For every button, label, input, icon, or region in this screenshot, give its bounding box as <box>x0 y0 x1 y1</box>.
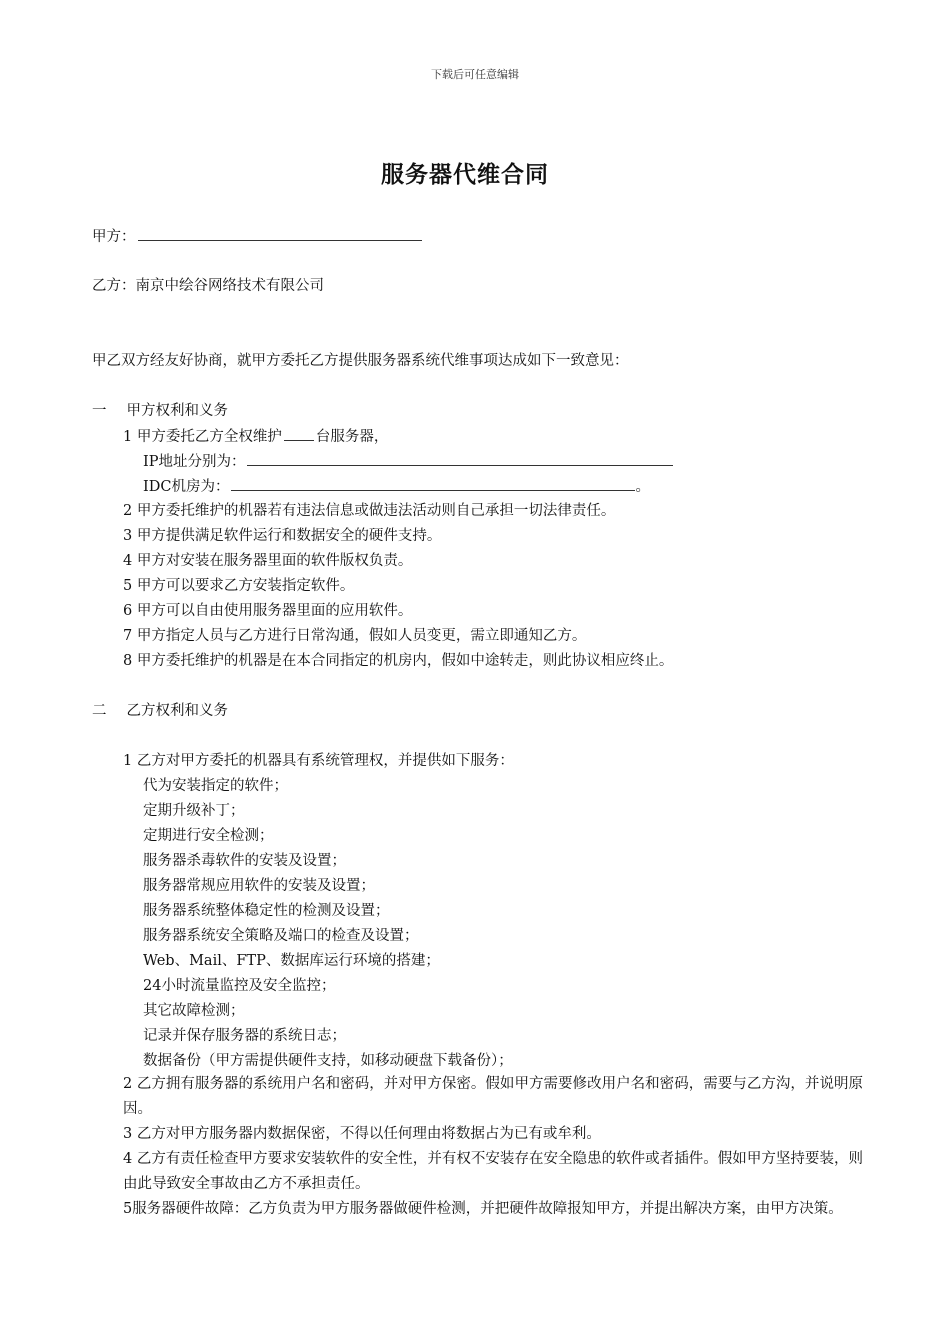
section2-item-2: 2 乙方拥有服务器的系统用户名和密码，并对甲方保密。假如甲方需要修改用户名和密码，需要与乙方沟，并说明原因。 <box>123 1076 863 1117</box>
section2-heading-num: 二 <box>92 703 107 719</box>
section1-item: 8 甲方委托维护的机器是在本合同指定的机房内，假如中途转走，则此协议相应终止。 <box>123 653 674 669</box>
section2-item-5: 5服务器硬件故障：乙方负责为甲方服务器做硬件检测，并把硬件故障报知甲方，并提出解决方案，由甲方决策。 <box>123 1201 843 1217</box>
page-title: 服务器代维合同 <box>381 161 549 188</box>
idc-blank <box>231 476 635 491</box>
section2-item-4: 4 乙方有责任检查甲方要求安装软件的安全性，并有权不安装存在安全隐患的软件或者插件。假如甲方坚持要装，则由此导致安全事故由乙方不承担责任。 <box>123 1151 863 1192</box>
party-b-line <box>92 276 324 296</box>
intro-text: 甲乙双方经友好协商，就甲方委托乙方提供服务器系统代维事项达成如下一致意见： <box>92 353 629 369</box>
section2-heading-text: 乙方权利和义务 <box>126 703 228 719</box>
section2-item-1: 1 乙方对甲方委托的机器具有系统管理权，并提供如下服务： <box>123 753 514 769</box>
party-a-line <box>92 226 422 247</box>
party-b-name: 南京中绘谷网络技术有限公司 <box>135 278 324 294</box>
section1-heading-num: 一 <box>92 403 107 419</box>
service-item: Web、Mail、FTP、数据库运行环境的搭建； <box>143 953 440 969</box>
section2-heading <box>92 701 228 721</box>
party-a-blank <box>138 226 422 241</box>
service-item: 定期进行安全检测； <box>143 828 274 844</box>
section1-item: 7 甲方指定人员与乙方进行日常沟通，假如人员变更，需立即通知乙方。 <box>123 628 587 644</box>
section1-item-1 <box>123 426 388 447</box>
service-item: 服务器系统整体稳定性的检测及设置； <box>143 903 390 919</box>
section1-item: 3 甲方提供满足软件运行和数据安全的硬件支持。 <box>123 528 442 544</box>
service-item: 服务器杀毒软件的安装及设置； <box>143 853 346 869</box>
party-b-label: 乙方： <box>92 278 136 294</box>
section1-item: 4 甲方对安装在服务器里面的软件版权负责。 <box>123 553 413 569</box>
section1-item-1-prefix: 1 甲方委托乙方全权维护 <box>123 429 282 445</box>
section1-item: 2 甲方委托维护的机器若有违法信息或做违法活动则自己承担一切法律责任。 <box>123 503 616 519</box>
service-item: 定期升级补丁； <box>143 803 245 819</box>
service-item: 记录并保存服务器的系统日志； <box>143 1028 346 1044</box>
ip-address-label: IP地址分别为： <box>143 454 246 470</box>
ip-address-blank <box>247 451 673 466</box>
service-item: 其它故障检测； <box>143 1003 245 1019</box>
section1-item: 5 甲方可以要求乙方安装指定软件。 <box>123 578 355 594</box>
service-item: 数据备份（甲方需提供硬件支持，如移动硬盘下载备份）； <box>143 1053 513 1069</box>
service-item: 服务器系统安全策略及端口的检查及设置； <box>143 928 419 944</box>
service-item: 代为安装指定的软件； <box>143 778 288 794</box>
section2-item-3: 3 乙方对甲方服务器内数据保密，不得以任何理由将数据占为已有或牟利。 <box>123 1126 601 1142</box>
header-note: 下载后可任意编辑 <box>431 68 519 81</box>
service-item: 服务器常规应用软件的安装及设置； <box>143 878 375 894</box>
section1-item-1-suffix: 台服务器， <box>315 429 389 445</box>
section1-item: 6 甲方可以自由使用服务器里面的应用软件。 <box>123 603 413 619</box>
server-count-blank <box>284 426 314 441</box>
idc-end: 。 <box>635 479 650 495</box>
party-a-label: 甲方： <box>92 229 136 245</box>
section1-heading-text: 甲方权利和义务 <box>126 403 228 419</box>
ip-address-line <box>143 451 673 472</box>
section1-heading <box>92 401 228 421</box>
idc-line <box>143 476 650 497</box>
idc-label: IDC机房为： <box>143 479 230 495</box>
service-item: 24小时流量监控及安全监控； <box>143 978 336 994</box>
